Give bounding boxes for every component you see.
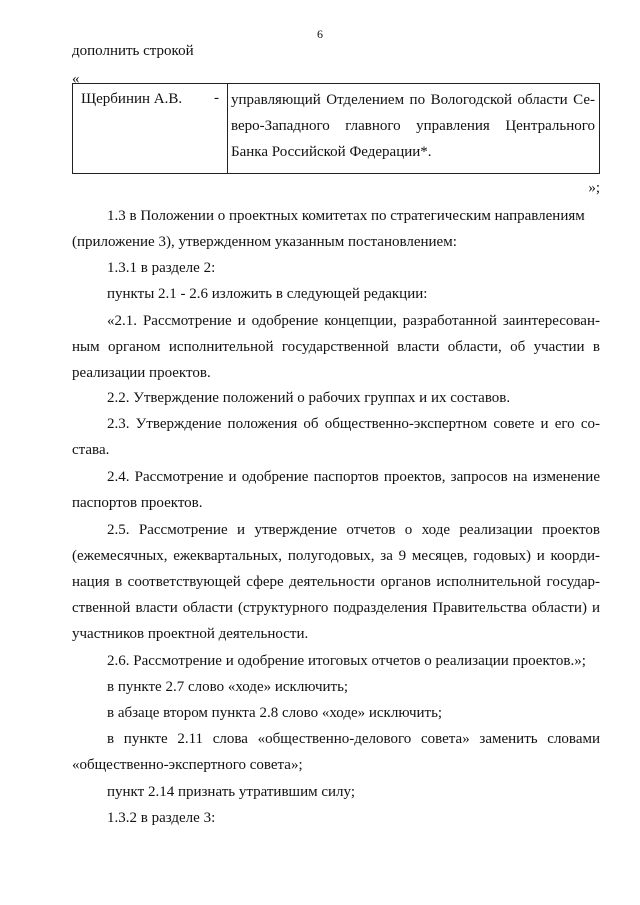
paragraph-line: (ежемесячных, ежеквартальных, полугодовых, за 9 месяцев, годовых) и коорди- xyxy=(72,548,600,564)
member-description-line: веро-Западного главного управления Центрального xyxy=(231,118,595,134)
paragraph-line: «общественно-экспертного совета»; xyxy=(72,757,303,773)
member-table xyxy=(72,83,600,174)
paragraph-line: 2.3. Утверждение положения об общественно-экспертном совете и его со- xyxy=(107,416,600,432)
paragraph-line: в абзаце втором пункта 2.8 слово «ходе» исключить; xyxy=(107,705,443,721)
member-name: Щербинин А.В. xyxy=(81,91,183,107)
paragraph-line: 1.3.1 в разделе 2: xyxy=(107,260,216,276)
paragraph-line: 2.6. Рассмотрение и одобрение итоговых отчетов о реализации проектов.»; xyxy=(107,653,586,669)
paragraph-line: участников проектной деятельности. xyxy=(72,626,309,642)
closing-quote: »; xyxy=(588,180,600,196)
paragraph-line: става. xyxy=(72,442,110,458)
paragraph-line: в пункте 2.7 слово «ходе» исключить; xyxy=(107,679,349,695)
paragraph-line: 1.3 в Положении о проектных комитетах по стратегическим направлениям xyxy=(107,208,585,224)
member-description-line: управляющий Отделением по Вологодской области Се- xyxy=(231,92,595,108)
member-dash: - xyxy=(214,90,219,106)
page-number: 6 xyxy=(317,27,323,41)
paragraph-line: ным органом исполнительной государственной власти области, об участии в xyxy=(72,339,600,355)
paragraph-line: (приложение 3), утвержденном указанным постановлением: xyxy=(72,234,457,250)
intro-text: дополнить строкой xyxy=(72,43,194,59)
paragraph-line: 2.4. Рассмотрение и одобрение паспортов проектов, запросов на изменение xyxy=(107,469,600,485)
paragraph-line: «2.1. Рассмотрение и одобрение концепции, разработанной заинтересован- xyxy=(107,313,600,329)
paragraph-line: паспортов проектов. xyxy=(72,495,203,511)
member-description-line: Банка Российской Федерации*. xyxy=(231,144,432,160)
paragraph-line: 1.3.2 в разделе 3: xyxy=(107,810,216,826)
paragraph-line: ственной власти области (структурного подразделения Правительства области) и xyxy=(72,600,600,616)
paragraph-line: в пункте 2.11 слова «общественно-делового совета» заменить словами xyxy=(107,731,600,747)
paragraph-line: пункт 2.14 признать утратившим силу; xyxy=(107,784,356,800)
paragraph-line: 2.2. Утверждение положений о рабочих группах и их составов. xyxy=(107,390,511,406)
table-column-divider xyxy=(227,84,228,173)
paragraph-line: 2.5. Рассмотрение и утверждение отчетов о ходе реализации проектов xyxy=(107,522,600,538)
opening-quote: « xyxy=(72,71,80,87)
paragraph-line: реализации проектов. xyxy=(72,365,211,381)
paragraph-line: нация в соответствующей сфере деятельности органов исполнительной государ- xyxy=(72,574,600,590)
paragraph-line: пункты 2.1 - 2.6 изложить в следующей редакции: xyxy=(107,286,428,302)
